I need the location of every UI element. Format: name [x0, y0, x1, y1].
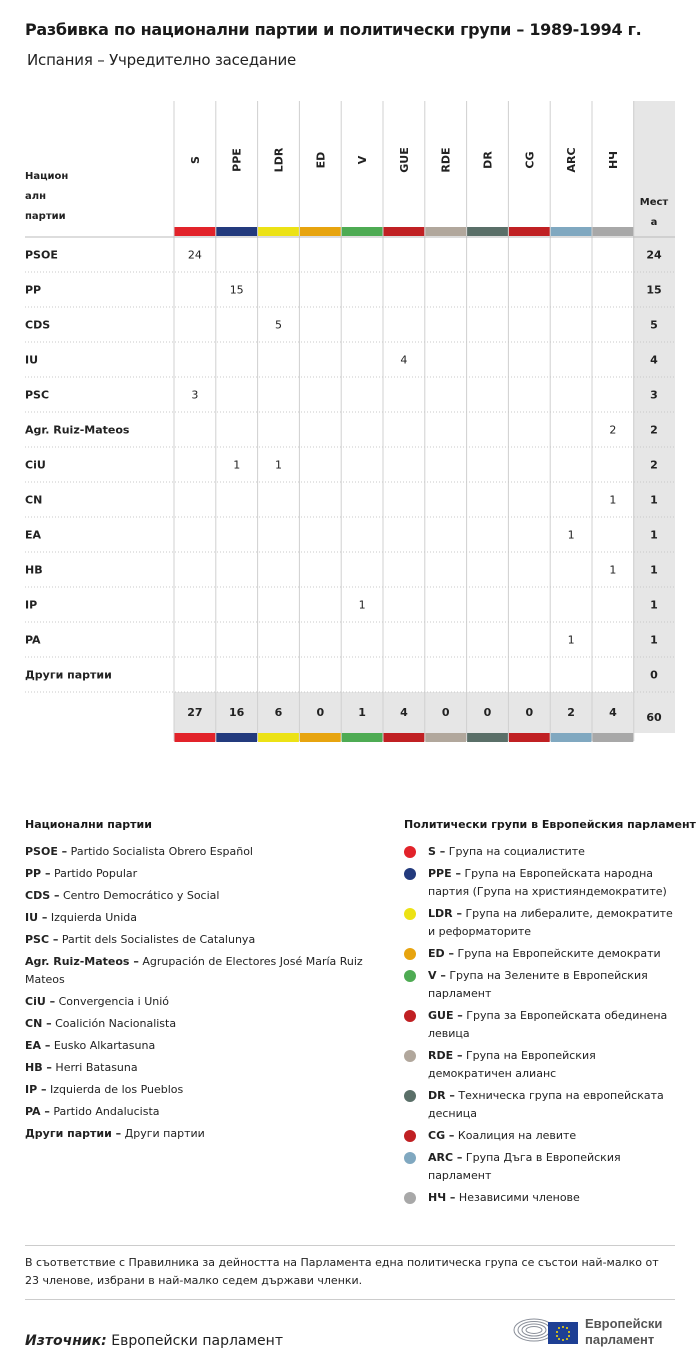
row-total-value: 1	[650, 598, 658, 612]
row-party-label: PSC	[25, 388, 50, 402]
group-legend-name: Независими членове	[455, 1191, 580, 1204]
group-color-dot	[404, 846, 416, 858]
party-legend-item	[25, 1059, 365, 1077]
row-header-label: алн	[25, 191, 46, 202]
group-legend-name: Група на Зелените в Европейския парламент	[428, 969, 648, 1000]
group-color-dot	[404, 868, 416, 880]
party-legend-name: Partido Andalucista	[49, 1105, 160, 1118]
group-legend-abbr: НЧ –	[428, 1191, 456, 1204]
row-party-label: IU	[25, 353, 39, 367]
parliament-logo-icon	[512, 1308, 582, 1348]
column-header: GUE	[397, 147, 411, 173]
parliament-logo-text: Европейски парламент	[585, 1316, 663, 1347]
column-header: LDR	[272, 147, 286, 173]
row-party-label: Agr. Ruiz-Mateos	[25, 423, 130, 437]
column-total-value: 6	[274, 706, 283, 719]
party-legend-name: Herri Batasuna	[51, 1061, 138, 1074]
row-total-value: 1	[650, 528, 658, 542]
column-total-value: 0	[441, 706, 450, 719]
column-color-bar	[216, 227, 257, 236]
table-cell-value: 1	[567, 528, 575, 542]
group-color-dot	[404, 908, 416, 920]
column-color-bar	[384, 733, 425, 742]
column-header: V	[356, 155, 370, 165]
column-total-value: 4	[400, 706, 408, 719]
group-legend-name: Група на либералите, демократите и реформаторите	[428, 907, 673, 938]
group-color-dot	[404, 1050, 416, 1062]
column-color-bar	[425, 733, 466, 742]
row-total-value: 15	[646, 283, 662, 297]
column-total-value: 0	[316, 706, 325, 719]
party-legend-name: Izquierda Unida	[47, 911, 138, 924]
group-legend-abbr: ARC –	[428, 1151, 463, 1164]
table-cell-value: 24	[187, 248, 202, 262]
table-cell-value: 1	[358, 598, 366, 612]
table-cell-value: 4	[400, 353, 408, 367]
column-total-value: 4	[609, 706, 617, 719]
group-legend-abbr: ED –	[428, 947, 454, 960]
row-total-value: 0	[650, 668, 658, 682]
column-color-bar	[551, 227, 592, 236]
group-legend-name: Коалиция на левите	[454, 1129, 577, 1142]
row-total-value: 5	[650, 318, 658, 332]
source	[25, 1333, 283, 1349]
party-legend-item	[25, 843, 365, 861]
party-legend-abbr: Други партии –	[25, 1127, 122, 1140]
party-legend-name: Partido Socialista Obrero Español	[67, 845, 253, 858]
party-legend-name: Centro Democrático y Social	[59, 889, 220, 902]
page-subtitle: Испания – Учредително заседание	[27, 51, 297, 69]
group-legend-item	[428, 865, 678, 901]
party-legend-item	[25, 865, 365, 883]
row-party-label: CDS	[25, 318, 51, 332]
column-color-bar	[342, 227, 383, 236]
column-color-bar	[258, 733, 299, 742]
group-legend-item	[428, 1149, 678, 1185]
column-header: НЧ	[606, 150, 620, 170]
table-cell-value: 1	[609, 493, 617, 507]
party-legend-abbr: HB –	[25, 1061, 52, 1074]
group-color-dot	[404, 970, 416, 982]
column-total-value: 0	[525, 706, 534, 719]
table-cell-value: 1	[567, 633, 575, 647]
group-legend-item	[428, 945, 678, 963]
group-legend-abbr: RDE –	[428, 1049, 463, 1062]
party-legend-item	[25, 909, 365, 927]
party-legend-item	[25, 953, 365, 989]
group-legend-name: Техническа група на европейската десница	[428, 1089, 664, 1120]
group-legend-abbr: PPE –	[428, 867, 461, 880]
group-color-dot	[404, 1010, 416, 1022]
party-legend-abbr: IP –	[25, 1083, 47, 1096]
party-legend-abbr: Agr. Ruiz-Mateos –	[25, 955, 139, 968]
footnote: В съответствие с Правилника за дейността на Парламента една политическа група се състои най-малко от 23 членове, избрани в най-малко седем държави членки.	[25, 1256, 659, 1287]
party-legend-abbr: PP –	[25, 867, 51, 880]
row-party-label: IP	[25, 598, 38, 612]
source-text: Европейски парламент	[111, 1333, 283, 1349]
column-color-bar	[300, 227, 341, 236]
total-header-label: Мест	[639, 197, 669, 208]
row-header-label: Национ	[25, 171, 69, 182]
column-total-value: 27	[187, 706, 203, 719]
row-party-label: Други партии	[25, 668, 112, 682]
row-total-value: 1	[650, 563, 658, 577]
party-legend-abbr: EA –	[25, 1039, 51, 1052]
row-header-label: партии	[25, 211, 66, 222]
column-color-bar	[342, 733, 383, 742]
party-legend-item	[25, 1081, 365, 1099]
party-legend-abbr: CDS –	[25, 889, 60, 902]
row-total-value: 1	[650, 493, 658, 507]
row-total-value: 24	[646, 248, 662, 262]
page-title: Разбивка по национални партии и политически групи – 1989-1994 г.	[25, 20, 642, 39]
group-legend-abbr: S –	[428, 845, 446, 858]
group-legend-name: Група на Европейския демократичен алианс	[428, 1049, 596, 1080]
divider	[25, 1299, 675, 1300]
party-legend-item	[25, 1037, 365, 1055]
group-legend-item	[428, 1189, 678, 1207]
group-color-dot	[404, 1130, 416, 1142]
row-total-value: 1	[650, 633, 658, 647]
column-color-bar	[175, 733, 216, 742]
column-color-bar	[258, 227, 299, 236]
group-legend-name: Група за Европейската обединена левица	[428, 1009, 668, 1040]
parties-legend-heading: Национални партии	[25, 818, 152, 831]
party-legend-abbr: PSC –	[25, 933, 59, 946]
column-color-bar	[509, 227, 550, 236]
column-color-bar	[384, 227, 425, 236]
group-legend-name: Група на Европейските демократи	[453, 947, 661, 960]
column-total-value: 2	[567, 706, 575, 719]
column-header: S	[188, 156, 202, 164]
column-color-bar	[467, 227, 508, 236]
group-color-dot	[404, 1152, 416, 1164]
group-legend-item	[428, 843, 678, 861]
row-total-value: 2	[650, 458, 658, 472]
party-legend-item	[25, 1103, 365, 1121]
party-legend-name: Agrupación de Electores José María Ruiz Mateos	[25, 955, 363, 986]
party-legend-name: Partido Popular	[50, 867, 138, 880]
row-total-value: 2	[650, 423, 658, 437]
party-legend-abbr: CN –	[25, 1017, 52, 1030]
row-party-label: EA	[25, 528, 42, 542]
column-header: RDE	[439, 147, 453, 173]
column-total-value: 1	[358, 706, 366, 719]
source-label: Източник:	[25, 1333, 107, 1349]
table-cell-value: 1	[275, 458, 282, 472]
group-legend-abbr: GUE –	[428, 1009, 463, 1022]
group-legend-abbr: LDR –	[428, 907, 462, 920]
row-total-value: 4	[650, 353, 658, 367]
column-total-value: 16	[229, 706, 245, 719]
party-legend-abbr: PSOE –	[25, 845, 68, 858]
groups-legend-heading: Политически групи в Европейския парламент	[404, 818, 696, 831]
group-legend-abbr: DR –	[428, 1089, 455, 1102]
total-header-label: а	[650, 217, 658, 228]
column-header: ARC	[565, 147, 579, 173]
group-legend-item	[428, 1007, 678, 1043]
group-legend-item	[428, 1087, 678, 1123]
column-color-bar	[509, 733, 550, 742]
row-party-label: CiU	[25, 458, 46, 472]
group-color-dot	[404, 1192, 416, 1204]
party-legend-abbr: CiU –	[25, 995, 56, 1008]
group-legend-item	[428, 905, 678, 941]
party-legend-abbr: PA –	[25, 1105, 50, 1118]
party-legend-name: Eusko Alkartasuna	[50, 1039, 156, 1052]
party-legend-name: Други партии	[121, 1127, 205, 1140]
row-total-value: 3	[650, 388, 658, 402]
column-header: ED	[314, 151, 328, 169]
group-legend-abbr: V –	[428, 969, 446, 982]
column-color-bar	[175, 227, 216, 236]
group-legend-name: Група на социалистите	[445, 845, 585, 858]
column-color-bar	[425, 227, 466, 236]
table-cell-value: 5	[275, 318, 282, 332]
group-legend-item	[428, 1127, 678, 1145]
party-legend-name: Convergencia i Unió	[55, 995, 170, 1008]
party-legend-name: Coalición Nacionalista	[51, 1017, 177, 1030]
column-header: CG	[523, 151, 537, 169]
group-color-dot	[404, 1090, 416, 1102]
party-legend-item	[25, 1015, 365, 1033]
column-header: DR	[481, 151, 495, 169]
row-party-label: HB	[25, 563, 43, 577]
party-legend-item	[25, 993, 365, 1011]
party-legend-name: Izquierda de los Pueblos	[46, 1083, 184, 1096]
divider	[25, 1245, 675, 1246]
table-cell-value: 2	[609, 423, 617, 437]
party-legend-item	[25, 931, 365, 949]
column-color-bar	[216, 733, 257, 742]
group-legend-name: Група на Европейската народна партия (Група на християндемократите)	[428, 867, 667, 898]
party-legend-item	[25, 1125, 365, 1143]
group-legend-abbr: CG –	[428, 1129, 455, 1142]
group-legend-item	[428, 967, 678, 1003]
column-total-value: 0	[483, 706, 492, 719]
row-party-label: PSOE	[25, 248, 58, 262]
group-legend-name: Група Дъга в Европейския парламент	[428, 1151, 621, 1182]
party-legend-name: Partit dels Socialistes de Catalunya	[58, 933, 256, 946]
group-legend-item	[428, 1047, 678, 1083]
column-color-bar	[593, 227, 634, 236]
party-legend-abbr: IU –	[25, 911, 48, 924]
row-party-label: PP	[25, 283, 42, 297]
column-color-bar	[593, 733, 634, 742]
column-color-bar	[300, 733, 341, 742]
grand-total-value: 60	[646, 711, 662, 724]
column-header: PPE	[230, 148, 244, 172]
table-cell-value: 1	[233, 458, 241, 472]
table-cell-value: 1	[609, 563, 617, 577]
group-color-dot	[404, 948, 416, 960]
party-legend-item	[25, 887, 365, 905]
row-party-label: PA	[25, 633, 41, 647]
row-party-label: CN	[25, 493, 43, 507]
column-color-bar	[551, 733, 592, 742]
table-cell-value: 3	[191, 388, 199, 402]
column-color-bar	[467, 733, 508, 742]
table-cell-value: 15	[229, 283, 244, 297]
